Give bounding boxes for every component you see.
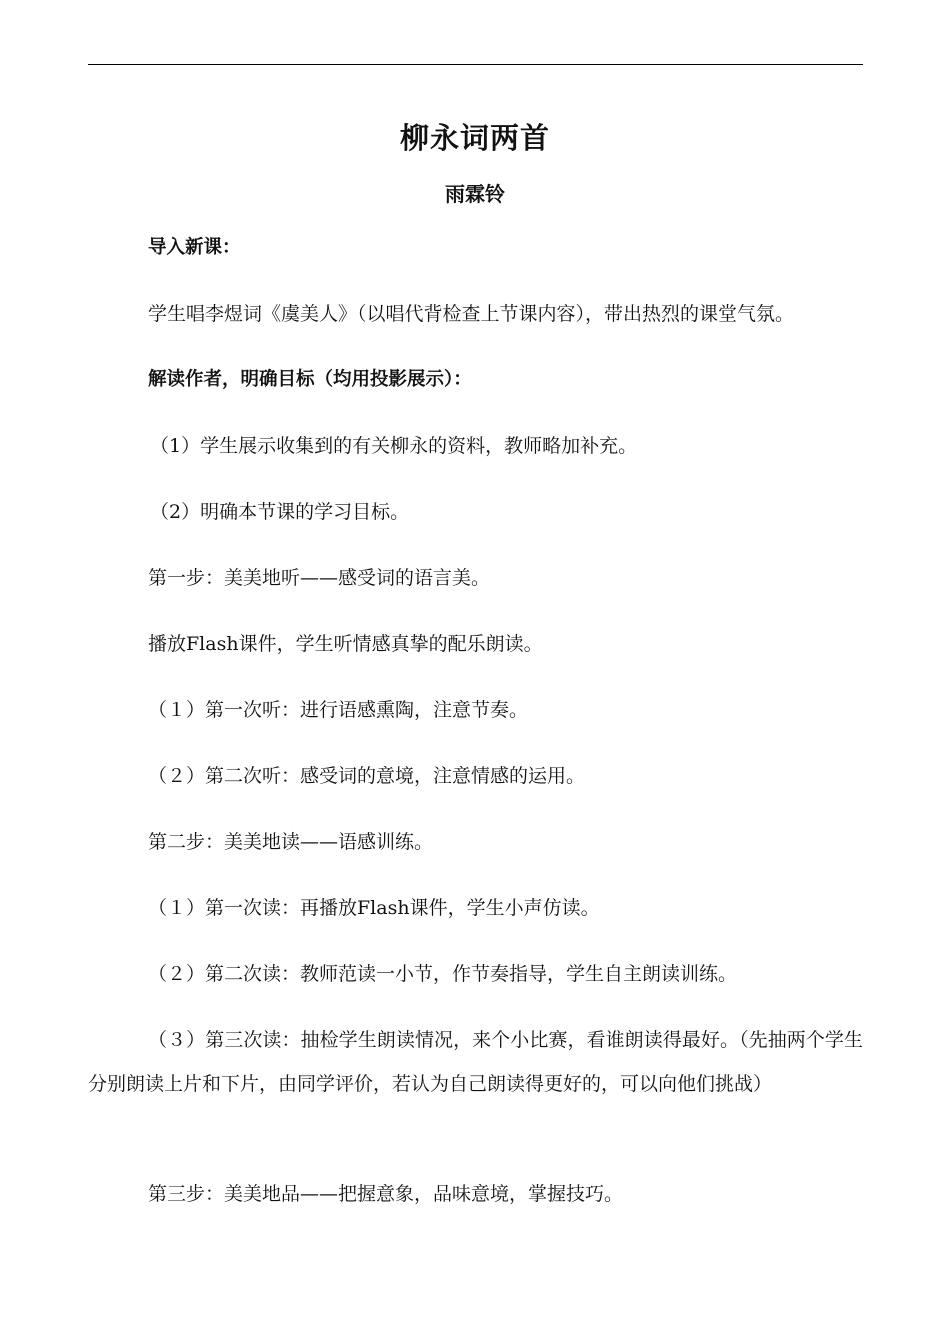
list-item: （２）第二次听：感受词的意境，注意情感的运用。 — [148, 765, 586, 787]
paragraph: 学生唱李煜词《虞美人》（以唱代背检查上节课内容），带出热烈的课堂气氛。 — [148, 303, 795, 325]
list-item: （2）明确本节课的学习目标。 — [150, 501, 410, 523]
list-item: （２）第二次读：教师范读一小节，作节奏指导，学生自主朗读训练。 — [148, 963, 738, 985]
step-heading: 第二步：美美地读——语感训练。 — [148, 831, 434, 853]
list-item-wrapped: （３）第三次读：抽检学生朗读情况，来个小比赛，看谁朗读得最好。（先抽两个学生分别朗读上片和下片，由同学评价，若认为自己朗读得更好的，可以向他们挑战） — [88, 1029, 863, 1095]
list-item: （１）第一次读：再播放Flash课件，学生小声仿读。 — [148, 897, 600, 919]
paragraph: 播放Flash课件，学生听情感真挚的配乐朗读。 — [148, 633, 543, 655]
step-heading: 第一步：美美地听——感受词的语言美。 — [148, 567, 491, 589]
poem-title: 雨霖铃 — [445, 182, 505, 206]
section-heading-author: 解读作者，明确目标（均用投影展示）： — [148, 369, 472, 390]
header-rule — [88, 64, 863, 65]
list-item: （１）第一次听：进行语感熏陶，注意节奏。 — [148, 699, 529, 721]
page-title: 柳永词两首 — [399, 121, 550, 155]
step-heading: 第三步：美美地品——把握意象，品味意境，掌握技巧。 — [148, 1183, 624, 1205]
list-item: （1）学生展示收集到的有关柳永的资料，教师略加补充。 — [150, 435, 638, 457]
section-heading-intro: 导入新课： — [148, 237, 241, 258]
